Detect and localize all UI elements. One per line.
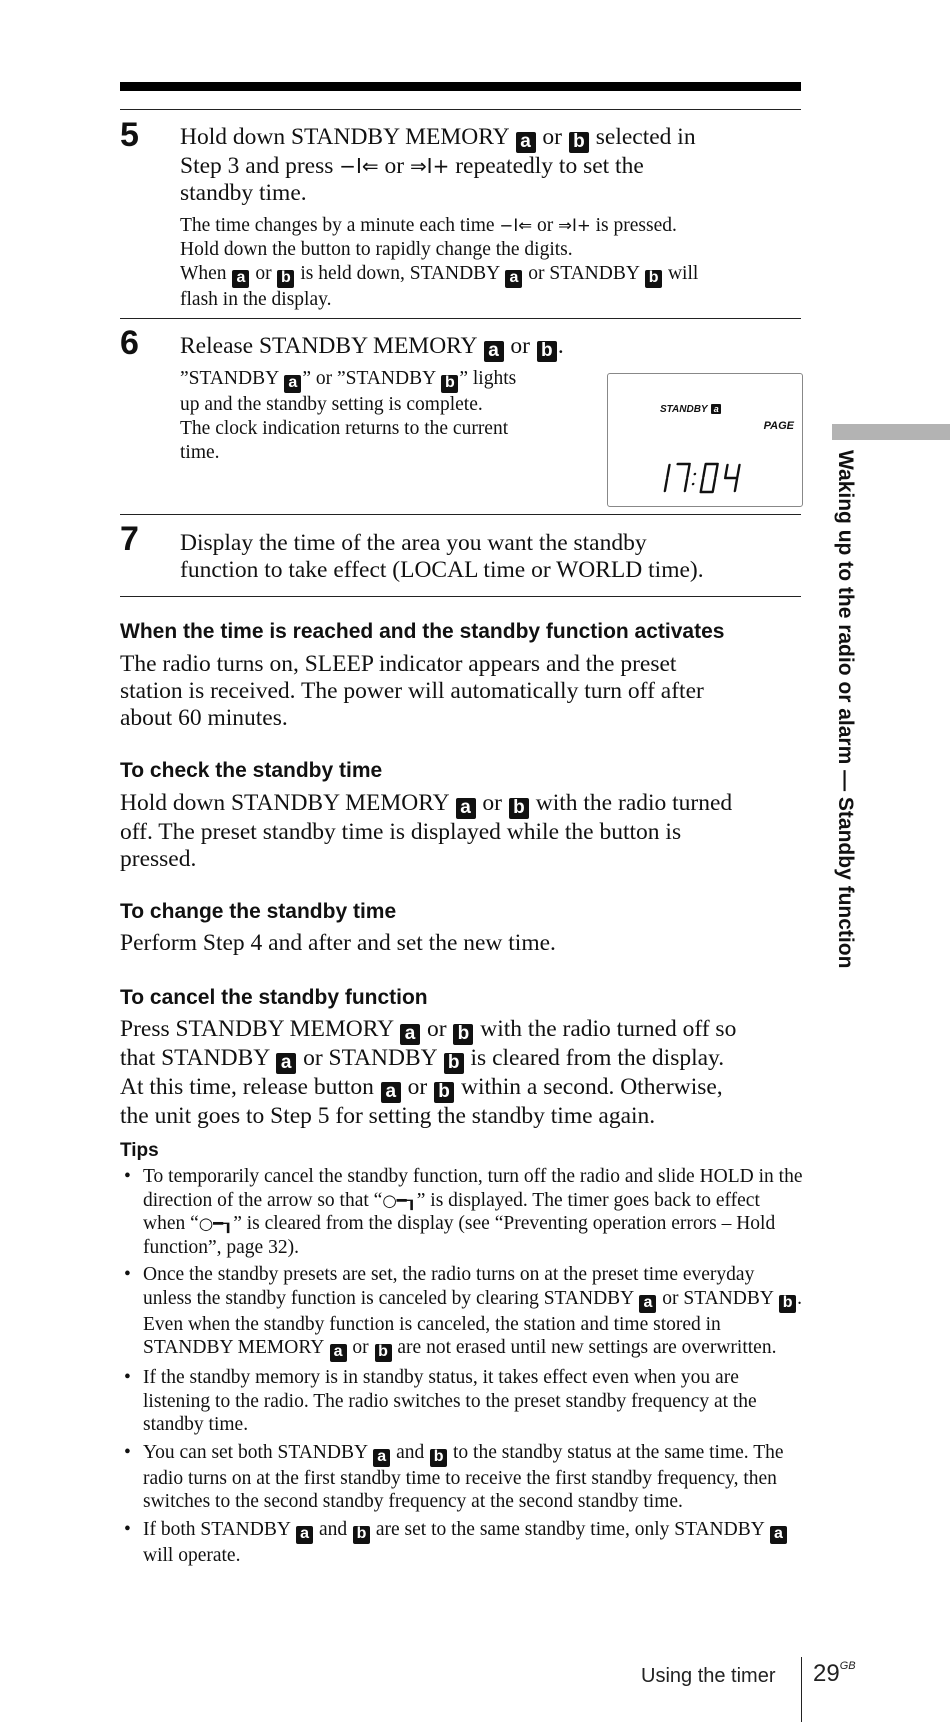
lcd-display-illustration	[607, 373, 803, 507]
memory-b-icon: b	[444, 1053, 464, 1074]
memory-a-icon: a	[484, 341, 504, 362]
memory-b-icon: b	[453, 1024, 473, 1045]
forward-icon: ⇒I+	[558, 216, 591, 235]
memory-b-icon: b	[430, 1449, 447, 1467]
top-rule-thick	[120, 82, 801, 91]
step6-number: 6	[120, 324, 139, 362]
memory-b-icon: b	[277, 270, 294, 288]
page-number: $29^{GB}$	[813, 1660, 856, 1687]
step7-instruction: Display the time of the area you want the standby function to take effect (LOCAL time or WORLD time).	[180, 530, 704, 583]
footer-divider	[801, 1657, 802, 1722]
rewind-icon: −I⇐	[499, 216, 533, 235]
check-body: Hold down STANDBY MEMORY a or b with the radio turned off. The preset standby time is displayed while the button is pressed.	[120, 790, 733, 872]
activate-body: The radio turns on, SLEEP indicator appears and the preset station is received. The power will automatically turn off after about 60 minutes.	[120, 651, 704, 731]
step7-top-rule	[120, 514, 801, 515]
memory-b-icon: b	[441, 375, 458, 393]
check-heading: To check the standby time	[120, 759, 383, 782]
activate-heading: When the time is reached and the standby function activates	[120, 620, 725, 643]
tip-item: • Once the standby presets are set, the radio turns on at the preset time everyday unless the standby function is canceled by clearing STANDBY a or STANDBY b . Even when the standby function is canceled, the station and time stored in STANDBY MEMORY a or b are not erased until new settings are overwritten.	[124, 1264, 802, 1360]
memory-a-icon: a	[400, 1024, 420, 1045]
tip-item: • If the standby memory is in standby status, it takes effect even when you are listening to the radio. The radio switches to the preset standby frequency at the standby time.	[124, 1367, 757, 1435]
memory-a-icon: a	[381, 1082, 401, 1103]
memory-b-icon: b	[375, 1344, 392, 1362]
section-tab-marker	[832, 424, 950, 440]
rewind-icon: −I⇐	[339, 154, 379, 178]
step7-bottom-rule	[120, 596, 801, 597]
memory-b-icon: b	[569, 132, 589, 153]
step5-instruction: Hold down STANDBY MEMORY a or b selected in Step 3 and press −I⇐ or ⇒I+ repeatedly to set the standby time.	[180, 124, 696, 206]
memory-a-icon: a	[296, 1526, 313, 1544]
chapter-side-title: Waking up to the radio or alarm — Standby function	[834, 450, 857, 969]
forward-icon: ⇒I+	[409, 154, 450, 178]
memory-b-icon: b	[434, 1082, 454, 1103]
memory-a-icon: a	[232, 270, 249, 288]
memory-a-icon: a	[711, 404, 721, 414]
display-time-digits	[662, 462, 746, 494]
step6-note: ”STANDBY a ” or ”STANDBY b ” lights up and the standby setting is complete. The clock indication returns to the current time.	[180, 368, 517, 463]
memory-b-icon: b	[353, 1526, 370, 1544]
memory-a-icon: a	[284, 375, 301, 393]
cancel-body: Press STANDBY MEMORY a or b with the radio turned off so that STANDBY a or STANDBY b is cleared from the display. At this time, release button a or b within a second. Otherwise, the unit goes to Step 5 for setting the standby time again.	[120, 1016, 737, 1129]
memory-b-icon: b	[509, 798, 529, 819]
step5-top-rule	[120, 109, 801, 110]
step6-top-rule	[120, 318, 801, 319]
footer-section-name: Using the timer	[641, 1665, 776, 1687]
tip-item: • You can set both STANDBY a and b to the standby status at the same time. The radio turns on at the first standby time to receive the first standby frequency, then switches to the second standby frequency at the second standby time.	[124, 1441, 784, 1512]
memory-b-icon: b	[779, 1295, 796, 1313]
memory-a-icon: a	[330, 1344, 347, 1362]
step5-note: The time changes by a minute each time −I⇐ or ⇒I+ is pressed. Hold down the button to rapidly change the digits. When a or b is held down, STANDBY a or STANDBY b will flash in the display.	[180, 215, 699, 310]
step6-instruction: Release STANDBY MEMORY a or b .	[180, 333, 564, 361]
memory-b-icon: b	[645, 270, 662, 288]
memory-a-icon: a	[516, 132, 536, 153]
tips-list	[120, 1165, 805, 1571]
memory-a-icon: a	[770, 1526, 787, 1544]
hold-key-icon: ○━┒	[198, 1214, 234, 1233]
tip-item: • To temporarily cancel the standby function, turn off the radio and slide HOLD in the direction of the arrow so that “○━┒” is displayed. The timer goes back to effect when “○━┒” is cleared from the display (see “Preventing operation errors – Hold function”, page 32).	[124, 1166, 803, 1258]
step7-number: 7	[120, 520, 139, 558]
change-heading: To change the standby time	[120, 900, 397, 923]
tips-heading: Tips	[120, 1140, 159, 1161]
memory-a-icon: a	[456, 798, 476, 819]
memory-a-icon: a	[505, 270, 522, 288]
memory-a-icon: a	[639, 1295, 656, 1313]
display-page-label: PAGE	[763, 420, 794, 432]
cancel-heading: To cancel the standby function	[120, 986, 428, 1009]
change-body: Perform Step 4 and after and set the new time.	[120, 930, 556, 956]
tip-item: • If both STANDBY a and b are set to the same standby time, only STANDBY a will operate.	[120, 1518, 805, 1568]
display-standby-label: STANDBY a	[660, 404, 722, 415]
memory-a-icon: a	[276, 1053, 296, 1074]
hold-key-icon: ○━┒	[382, 1190, 417, 1210]
step5-number: 5	[120, 116, 139, 154]
memory-b-icon: b	[537, 341, 557, 362]
memory-a-icon: a	[373, 1449, 390, 1467]
